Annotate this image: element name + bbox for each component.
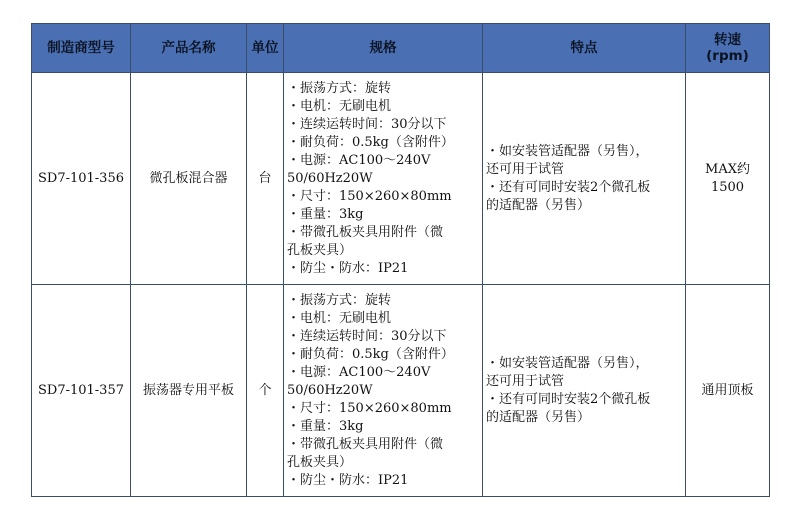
spec-line: ・电机：无刷电机 [287, 98, 392, 114]
spec-line: 孔板夹具） [287, 454, 353, 470]
spec-line: ・防尘・防水：IP21 [287, 472, 409, 488]
spec-line: 50/60Hz20W [287, 382, 373, 398]
table-row [32, 73, 770, 285]
header-speed [686, 24, 770, 73]
header-model: 制造商型号 [32, 24, 131, 73]
cell-speed: MAX约1500 [686, 73, 770, 285]
spec-line: ・振荡方式：旋转 [287, 80, 392, 96]
spec-line: 孔板夹具） [287, 242, 353, 258]
cell-features [483, 73, 686, 285]
cell-model: SD7-101-356 [32, 73, 131, 285]
header-speed-unit: (rpm) [706, 48, 749, 64]
header-product-name: 产品名称 [131, 24, 247, 73]
feature-line: ・还有可同时安装2个微孔板 [486, 391, 651, 407]
feature-line: 的适配器（另售） [486, 409, 591, 425]
spec-line: ・尺寸：150×260×80mm [287, 188, 452, 204]
header-speed-label: 转速 [714, 32, 741, 48]
spec-line: ・电机：无刷电机 [287, 310, 392, 326]
table-header-row [32, 24, 770, 73]
spec-line: ・电源：AC100～240V [287, 152, 431, 168]
cell-spec [284, 73, 483, 285]
spec-line: ・尺寸：150×260×80mm [287, 400, 452, 416]
feature-line: ・如安装管适配器（另售）， [486, 355, 649, 371]
spec-line: ・连续运转时间：30分以下 [287, 328, 447, 344]
spec-line: ・带微孔板夹具用附件（微 [287, 224, 444, 240]
feature-line: 还可用于试管 [486, 161, 565, 177]
spec-line: ・防尘・防水：IP21 [287, 260, 409, 276]
cell-product-name: 微孔板混合器 [131, 73, 247, 285]
spec-line: ・重量：3kg [287, 418, 364, 434]
spec-line: 50/60Hz20W [287, 170, 373, 186]
header-spec: 规格 [284, 24, 483, 73]
spec-line: ・电源：AC100～240V [287, 364, 431, 380]
spec-line: ・连续运转时间：30分以下 [287, 116, 447, 132]
header-unit: 单位 [247, 24, 284, 73]
cell-features [483, 285, 686, 497]
product-spec-table [31, 23, 770, 497]
feature-line: 的适配器（另售） [486, 197, 591, 213]
cell-speed: 通用顶板 [686, 285, 770, 497]
cell-spec [284, 285, 483, 497]
table-row [32, 285, 770, 497]
cell-product-name: 振荡器专用平板 [131, 285, 247, 497]
cell-unit: 台 [247, 73, 284, 285]
spec-line: ・重量：3kg [287, 206, 364, 222]
cell-unit: 个 [247, 285, 284, 497]
feature-line: ・还有可同时安装2个微孔板 [486, 179, 651, 195]
spec-line: ・带微孔板夹具用附件（微 [287, 436, 444, 452]
feature-line: 还可用于试管 [486, 373, 565, 389]
feature-line: ・如安装管适配器（另售）， [486, 143, 649, 159]
spec-line: ・耐负荷：0.5kg（含附件） [287, 346, 454, 362]
spec-line: ・振荡方式：旋转 [287, 292, 392, 308]
header-features: 特点 [483, 24, 686, 73]
spec-line: ・耐负荷：0.5kg（含附件） [287, 134, 454, 150]
cell-model: SD7-101-357 [32, 285, 131, 497]
